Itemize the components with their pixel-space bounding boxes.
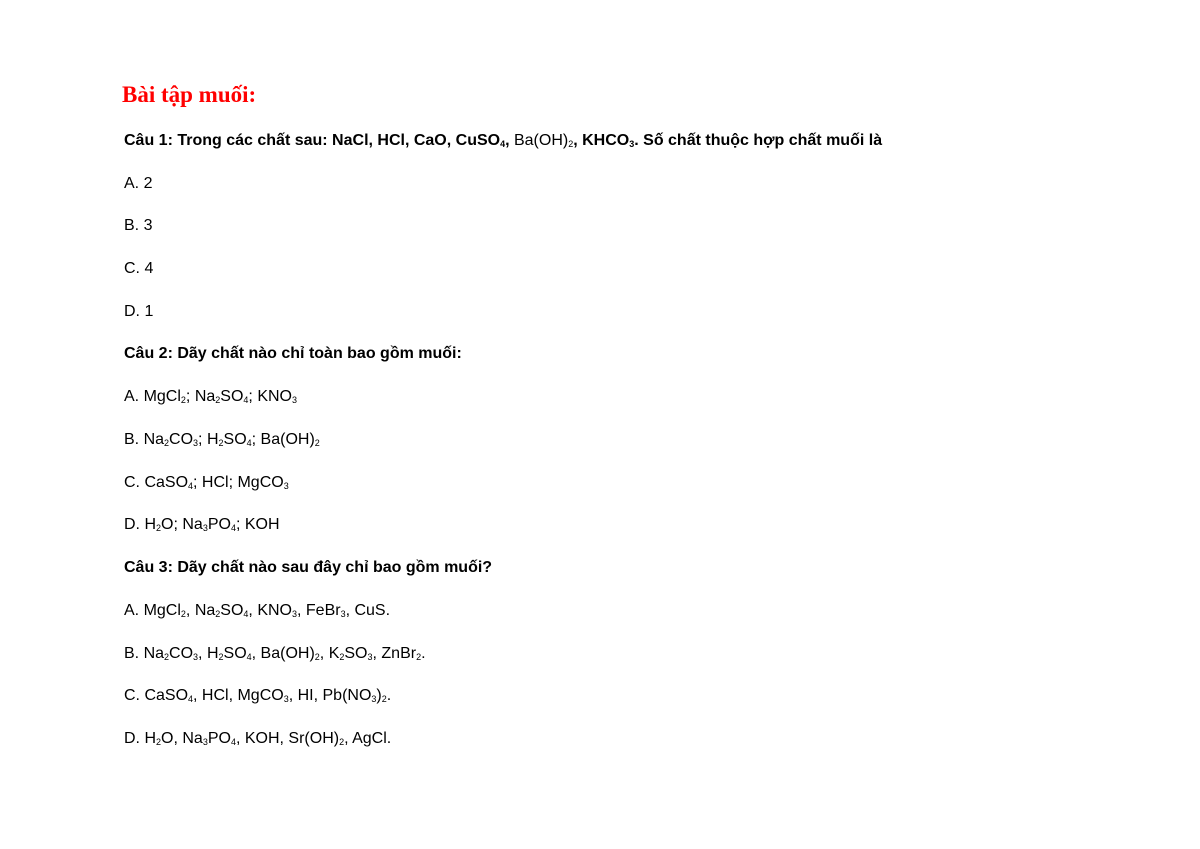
text-segment: CO — [169, 431, 194, 448]
subscript: 2 — [339, 652, 345, 662]
text-segment: Câu 3: Dãy chất nào sau đây chỉ bao gồm muối? — [124, 559, 493, 576]
question-3-option-d — [124, 729, 391, 749]
subscript: 3 — [202, 737, 208, 747]
text-segment: ; HCl; MgCO — [193, 474, 284, 491]
question-1-option-c — [124, 259, 153, 279]
question-2-option-d — [124, 515, 280, 535]
text-segment: ) — [376, 687, 382, 704]
subscript: 3 — [202, 523, 208, 533]
subscript: 2 — [164, 438, 170, 448]
text-segment: . — [386, 687, 392, 704]
subscript: 2 — [339, 737, 345, 747]
subscript: 4 — [188, 481, 194, 491]
text-segment: ; KOH — [235, 516, 280, 533]
question-2-option-c — [124, 473, 289, 493]
text-segment: , KNO — [248, 602, 292, 619]
text-segment: , Na — [185, 602, 216, 619]
text-segment: D. H — [124, 730, 156, 747]
text-segment: ; H — [198, 431, 219, 448]
text-segment: O, Na — [161, 730, 203, 747]
text-segment: A. MgCl — [124, 602, 181, 619]
subscript: 2 — [314, 438, 320, 448]
subscript: 2 — [381, 694, 387, 704]
subscript: 2 — [215, 395, 221, 405]
text-segment: B. Na — [124, 645, 165, 662]
subscript: 4 — [246, 652, 252, 662]
subscript: 4 — [188, 694, 194, 704]
text-segment: O; Na — [161, 516, 203, 533]
text-segment: , Ba(OH) — [251, 645, 315, 662]
text-segment: Câu 2: Dãy chất nào chỉ toàn bao gồm muối: — [124, 345, 462, 362]
text-segment: SO — [223, 645, 247, 662]
text-segment: , K — [319, 645, 340, 662]
text-segment: , HCl, MgCO — [193, 687, 284, 704]
subscript: 2 — [180, 395, 186, 405]
text-segment: , KHCO — [573, 132, 630, 149]
text-segment: SO — [220, 602, 244, 619]
text-segment: PO — [207, 730, 231, 747]
page-title: Bài tập muối: — [122, 82, 257, 107]
subscript: 4 — [243, 395, 249, 405]
text-segment: , HI, Pb(NO — [288, 687, 372, 704]
text-segment: Câu 1: Trong các chất sau: NaCl, HCl, CaO, CuSO — [124, 132, 501, 149]
text-segment: A. MgCl — [124, 388, 181, 405]
subscript: 3 — [371, 694, 377, 704]
question-1-text — [124, 131, 882, 151]
text-segment: , CuS. — [345, 602, 391, 619]
text-segment: C. 4 — [124, 260, 154, 277]
text-segment: , FeBr — [297, 602, 341, 619]
question-1-option-a — [124, 174, 152, 194]
subscript: 2 — [180, 609, 186, 619]
subscript: 2 — [314, 652, 320, 662]
subscript: 3 — [291, 395, 297, 405]
text-segment: ; KNO — [248, 388, 292, 405]
question-3-option-c — [124, 686, 391, 706]
text-segment: PO — [207, 516, 231, 533]
subscript: 4 — [500, 139, 506, 149]
text-segment: B. 3 — [124, 217, 153, 234]
text-segment: ; Ba(OH) — [251, 431, 315, 448]
subscript: 3 — [367, 652, 373, 662]
subscript: 2 — [416, 652, 422, 662]
subscript: 3 — [193, 438, 199, 448]
subscript: 4 — [243, 609, 249, 619]
text-segment: SO — [344, 645, 368, 662]
text-segment: . Số chất thuộc hợp chất muối là — [634, 132, 883, 149]
subscript: 3 — [629, 139, 635, 149]
question-1-option-b — [124, 216, 152, 236]
text-segment: , KOH, Sr(OH) — [235, 730, 340, 747]
text-segment: D. 1 — [124, 303, 154, 320]
text-segment: , — [505, 132, 514, 149]
text-segment: A. 2 — [124, 175, 153, 192]
text-segment: SO — [220, 388, 244, 405]
question-3-text — [124, 558, 492, 578]
subscript: 2 — [164, 652, 170, 662]
subscript: 2 — [156, 737, 162, 747]
subscript: 3 — [283, 481, 289, 491]
question-3-option-a — [124, 601, 390, 621]
text-segment: Ba(OH) — [513, 132, 569, 149]
text-segment: , H — [198, 645, 219, 662]
subscript: 2 — [568, 139, 574, 149]
question-2-option-a — [124, 387, 297, 407]
subscript: 2 — [156, 523, 162, 533]
text-segment: C. CaSO — [124, 474, 189, 491]
text-segment: B. Na — [124, 431, 165, 448]
text-segment: D. H — [124, 516, 156, 533]
text-segment: , AgCl. — [344, 730, 392, 747]
subscript: 2 — [215, 609, 221, 619]
subscript: 2 — [218, 652, 224, 662]
question-2-text — [124, 344, 462, 364]
text-segment: SO — [223, 431, 247, 448]
question-2-option-b — [124, 430, 320, 450]
text-segment: , ZnBr — [372, 645, 417, 662]
question-3-option-b — [124, 644, 426, 664]
subscript: 4 — [246, 438, 252, 448]
subscript: 3 — [283, 694, 289, 704]
question-1-option-d — [124, 302, 153, 322]
subscript: 4 — [230, 523, 236, 533]
subscript: 2 — [218, 438, 224, 448]
text-segment: ; Na — [185, 388, 216, 405]
subscript: 4 — [230, 737, 236, 747]
subscript: 3 — [193, 652, 199, 662]
text-segment: C. CaSO — [124, 687, 189, 704]
text-segment: CO — [169, 645, 194, 662]
text-segment: . — [421, 645, 426, 662]
subscript: 3 — [340, 609, 346, 619]
subscript: 3 — [291, 609, 297, 619]
